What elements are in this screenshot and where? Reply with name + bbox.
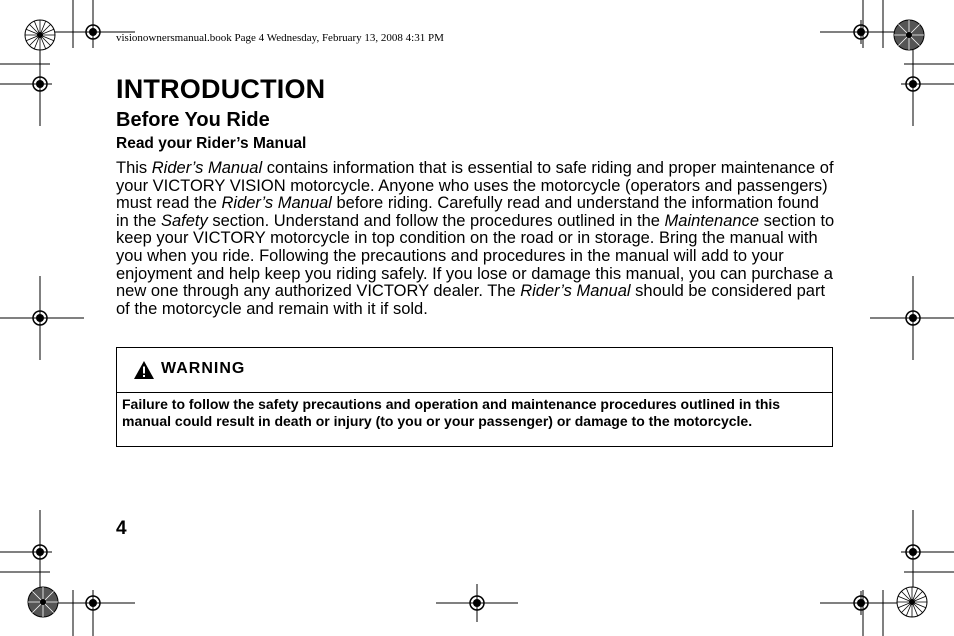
- warning-header: [117, 348, 832, 393]
- registration-mark-left-middle: [28, 306, 52, 330]
- registration-mark-bottom-center: [465, 591, 489, 615]
- rosette-mark-top-right: [893, 19, 925, 51]
- body-text-run: should be considered part of the motorcycle and remain with it if sold.: [116, 282, 826, 318]
- registration-mark-right-middle: [901, 306, 925, 330]
- subsection-heading: Read your Rider’s Manual: [116, 135, 307, 152]
- rosette-mark-bottom-left: [27, 586, 59, 618]
- registration-mark-right-upper: [901, 72, 925, 96]
- warning-triangle-icon: [133, 360, 155, 380]
- body-italic-run: Safety: [160, 211, 208, 230]
- warning-box: [116, 347, 833, 447]
- warning-text: Failure to follow the safety precautions and operation and maintenance procedures outlined in this manual could result in death or injury (to you or your passenger) or damage to the motorcycle.: [122, 396, 781, 429]
- registration-mark-right-lower: [901, 540, 925, 564]
- body-italic-run: Rider’s Manual: [221, 194, 332, 213]
- body-text-run: section. Understand and follow the procedures outlined in the: [207, 211, 665, 230]
- rosette-mark-bottom-right: [896, 586, 928, 618]
- body-italic-run: Maintenance: [664, 211, 760, 230]
- body-text-run: This: [116, 159, 152, 177]
- body-italic-run: Rider’s Manual: [151, 159, 263, 177]
- body-italic-run: Rider’s Manual: [520, 282, 631, 301]
- registration-mark-top-left: [81, 20, 105, 44]
- body-text-run: before riding. Carefully read and understand the information found in the: [116, 194, 819, 230]
- body-text-run: section to keep your VICTORY motorcycle in top condition on the road or in storage. Bring the manual with you when you ride. Following the precautions and procedures in the manual will add to your enjoyment and help keep you riding safely. If you lose or damage this manual, you can purchase a new one through any authorized VICTORY dealer. The: [116, 211, 835, 301]
- page-number: 4: [116, 518, 127, 539]
- registration-mark-left-lower: [28, 540, 52, 564]
- page-title: INTRODUCTION: [116, 74, 326, 104]
- registration-mark-bottom-right: [849, 591, 873, 615]
- registration-mark-left-upper: [28, 72, 52, 96]
- registration-mark-top-right: [849, 20, 873, 44]
- warning-label: WARNING: [161, 360, 246, 377]
- body-text-run: contains information that is essential to safe riding and proper maintenance of your VICTORY VISION motorcycle. Anyone who uses the motorcycle (operators and passengers) must read the: [116, 159, 834, 213]
- print-slug: visionownersmanual.book Page 4 Wednesday, February 13, 2008 4:31 PM: [116, 32, 444, 44]
- rosette-mark-top-left: [24, 19, 56, 51]
- section-heading: Before You Ride: [116, 109, 270, 131]
- registration-mark-bottom-left: [81, 591, 105, 615]
- body-paragraph: [116, 160, 836, 318]
